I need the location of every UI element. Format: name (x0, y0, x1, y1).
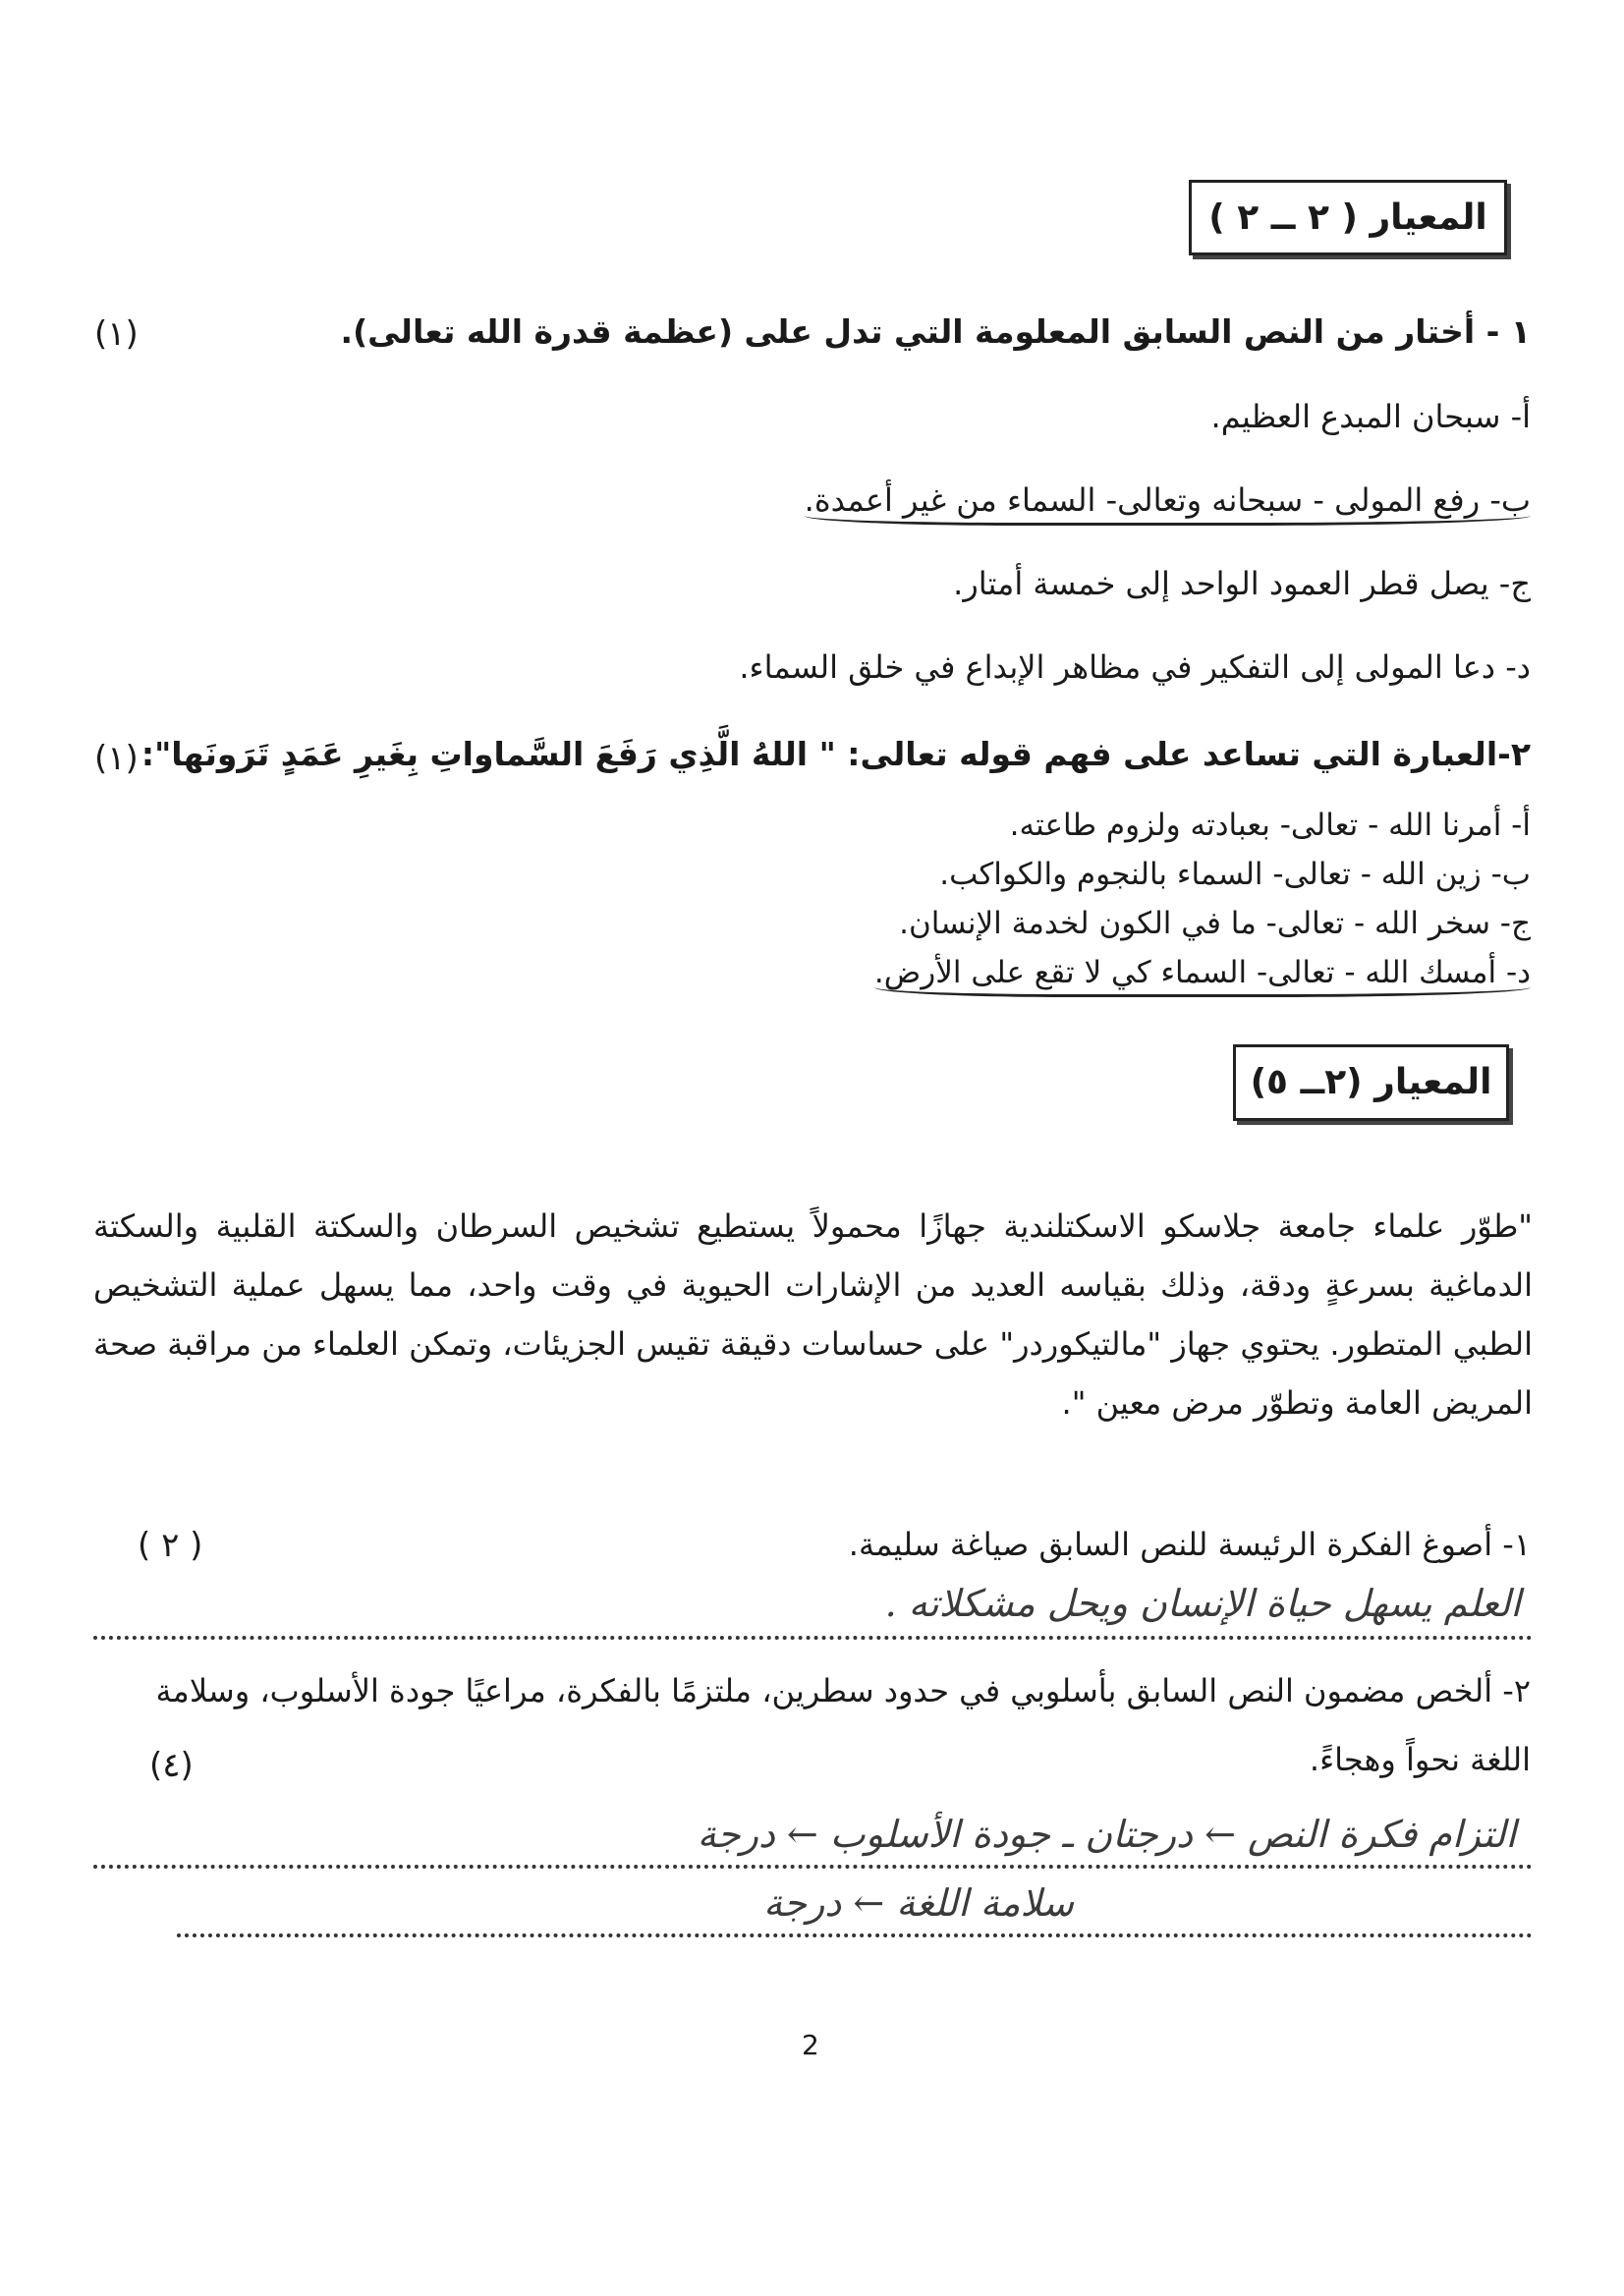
q3-answer-line (93, 1636, 1533, 1640)
q2-option-c: ج- سخر الله - تعالى- ما في الكون لخدمة الإنسان. (899, 906, 1531, 941)
q1-option-d: د- دعا المولى إلى التفكير في مظاهر الإبداع في خلق السماء. (739, 648, 1531, 686)
question-4-text-line2: اللغة نحواً وهجاءً. (1309, 1741, 1531, 1778)
q1-option-a: أ- سبحان المبدع العظيم. (1210, 398, 1531, 435)
criterion-box-2 (1233, 1044, 1509, 1121)
q4-answer-line-1 (93, 1865, 1533, 1869)
q1-option-b (805, 481, 1531, 519)
q2-option-a: أ- أمرنا الله - تعالى- بعبادته ولزوم طاعته. (1009, 808, 1531, 843)
criterion-box-1 (1189, 180, 1507, 255)
page-number: 2 (802, 2029, 819, 2061)
q2-option-d-text: د- أمسك الله - تعالى- السماء كي لا تقع على الأرض. (874, 955, 1531, 997)
q1-option-b-text: ب- رفع المولى - سبحانه وتعالى- السماء من غير أعمدة. (805, 481, 1531, 526)
question-3-mark: ( ٢ ) (138, 1526, 203, 1565)
criterion-label: المعيار ( ٢ ــ ٢ ) (1208, 196, 1487, 238)
criterion-label: المعيار (٢ــ ٥) (1250, 1062, 1492, 1102)
question-1-text: ١ - أختار من النص السابق المعلومة التي تدل على (عظمة قدرة الله تعالى). (340, 312, 1531, 351)
question-1-mark: (١) (94, 314, 139, 354)
q3-handwritten-answer: العلم يسهل حياة الإنسان ويحل مشكلاته . (884, 1582, 1521, 1625)
question-2-text: ٢-العبارة التي تساعد على فهم قوله تعالى: " اللهُ الَّذِي رَفَعَ السَّماواتِ بِغَيرِ عَمَدٍ تَرَونَها": (140, 735, 1531, 773)
reading-passage: "طوّر علماء جامعة جلاسكو الاسكتلندية جهازًا محمولاً يستطيع تشخيص السرطان والسكتة القلبية والسكتة الدماغية بسرعةٍ ودقة، وذلك بقياسه العديد من الإشارات الحيوية في وقت واحد، مما يسهل عملية التشخيص الطبي المتطور. يحتوي جهاز "مالتيكوردر" على حساسات دقيقة تقيس الجزيئات، وتمكن العلماء من مراقبة صحة المريض العامة وتطوّر مرض معين ". (93, 1207, 1533, 1422)
q2-option-d (874, 955, 1531, 990)
question-3-text: ١- أصوغ الفكرة الرئيسة للنص السابق صياغة سليمة. (848, 1526, 1531, 1563)
q2-option-b: ب- زين الله - تعالى- السماء بالنجوم والكواكب. (939, 857, 1531, 892)
question-4-text-line1: ٢- ألخص مضمون النص السابق بأسلوبي في حدود سطرين، ملتزمًا بالفكرة، مراعيًا جودة الأسلوب، وسلامة (155, 1672, 1531, 1709)
q4-handwritten-answer-1: التزام فكرة النص ← درجتان ـ جودة الأسلوب ← درجة (697, 1813, 1516, 1856)
q4-answer-line-2 (177, 1933, 1533, 1937)
q1-option-c: ج- يصل قطر العمود الواحد إلى خمسة أمتار. (953, 565, 1531, 602)
question-4-mark: (٤) (149, 1746, 194, 1785)
q4-handwritten-answer-2: سلامة اللغة ← درجة (763, 1881, 1074, 1925)
question-2-mark: (١) (94, 739, 139, 778)
